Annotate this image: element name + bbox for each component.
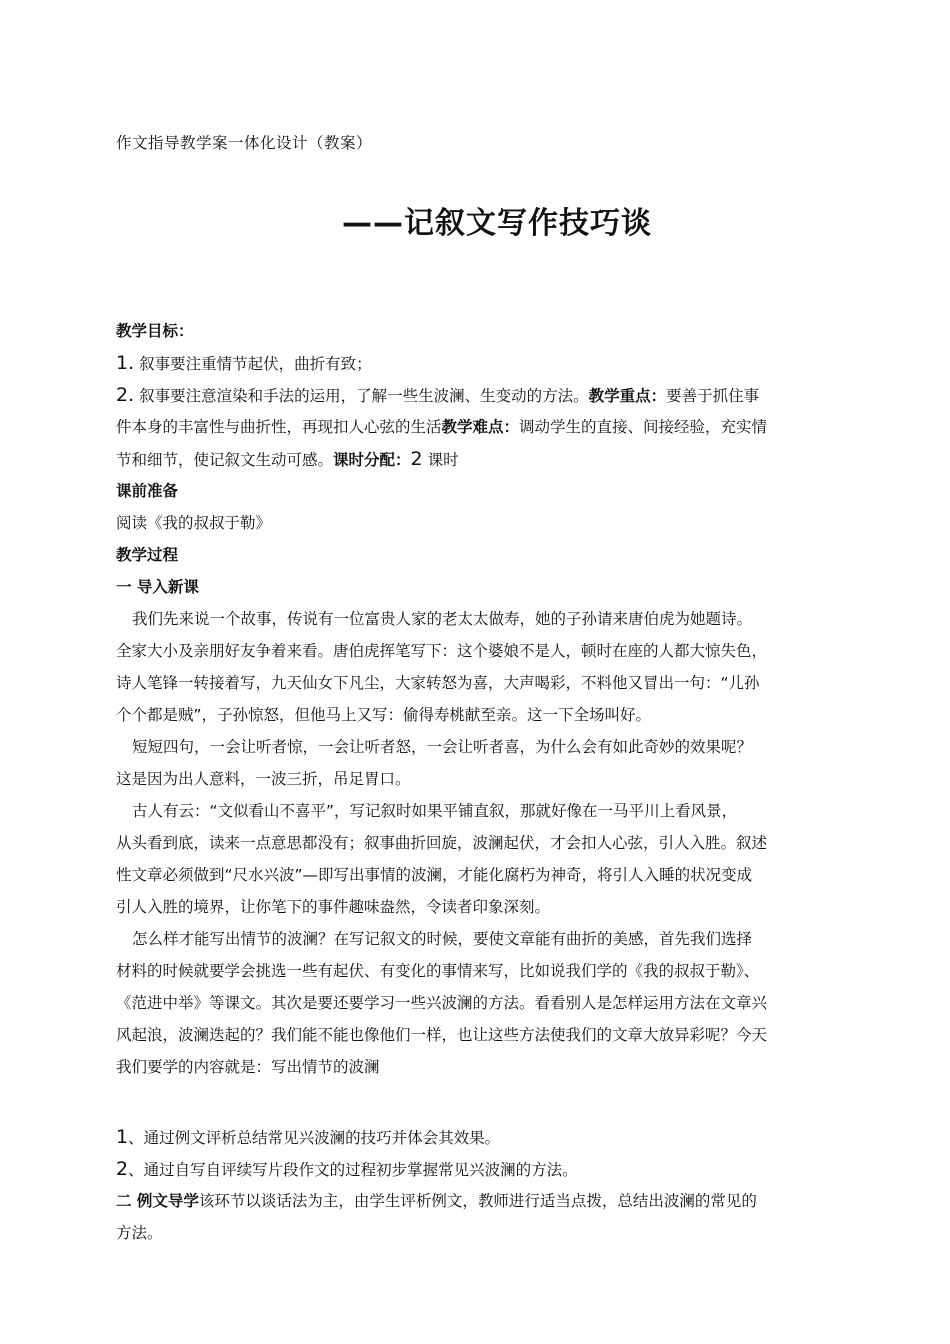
goal-1-number: 1.	[116, 352, 135, 374]
goals-heading: 教学目标：	[116, 322, 194, 340]
paragraph-3-line: 引人入胜的境界，让你笔下的事件趣味盎然，令读者印象深刻。	[116, 898, 551, 916]
paragraph-2-line: 短短四句，一会让听者惊，一会让听者怒，一会让听者喜，为什么会有如此奇妙的效果呢？	[132, 738, 753, 756]
paragraph-1-line: 我们先来说一个故事，传说有一位富贵人家的老太太做寿，她的子孙请来唐伯虎为她题诗。	[132, 610, 753, 628]
objective-1-text: 、通过例文评析总结常见兴波澜的技巧并体会其效果。	[128, 1129, 501, 1147]
part-2-line	[116, 1185, 878, 1217]
goal-2-number: 2.	[116, 384, 135, 406]
key-point-line	[116, 411, 878, 443]
paragraph-1-line: 个个都是贼”，子孙惊怒，但他马上又写：偷得寿桃献至亲。这一下全场叫好。	[116, 706, 652, 724]
part-2-text-b: 方法。	[116, 1224, 163, 1242]
part-2-text-a: 该环节以谈话法为主，由学生评析例文，教师进行适当点拨，总结出波澜的常见的	[198, 1192, 757, 1210]
difficulty-text-b: 节和细节，使记叙文生动可感。	[116, 451, 334, 469]
paragraph-3-line: 古人有云：“文似看山不喜平”，写记叙时如果平铺直叙，那就好像在一马平川上看风景，	[132, 802, 738, 820]
paragraph-1-line: 全家大小及亲朋好友争着来看。唐伯虎挥笔写下：这个婆娘不是人，顿时在座的人都大惊失色，	[116, 642, 768, 660]
paragraph-4-line: 材料的时候就要学会挑选一些有起伏、有变化的事情来写，比如说我们学的《我的叔叔于勒》、	[116, 962, 760, 980]
paragraph-2-line: 这是因为出人意料，一波三折，吊足胃口。	[116, 770, 411, 788]
objective-2-number: 2	[116, 1158, 129, 1180]
objective-2-text: 、通过自写自评续写片段作文的过程初步掌握常见兴波澜的方法。	[128, 1161, 578, 1179]
paragraph-1-line: 诗人笔锋一转接着写，九天仙女下凡尘，大家转怒为喜，大声喝彩，不料他又冒出一句：“儿孙	[116, 674, 760, 692]
part-1-heading: 一 导入新课	[116, 578, 199, 596]
spacer	[116, 1083, 878, 1121]
goal-1	[116, 347, 878, 379]
paragraph-4-line: 我们要学的内容就是：写出情节的波澜	[116, 1058, 380, 1076]
process-heading: 教学过程	[116, 546, 179, 564]
prep-heading: 课前准备	[116, 482, 179, 500]
paragraph-4-line: 《范进中举》等课文。其次是要还要学习一些兴波澜的方法。看看别人是怎样运用方法在文章兴	[116, 994, 768, 1012]
difficulty-line	[116, 443, 878, 475]
prep-text: 阅读《我的叔叔于勒》	[116, 514, 272, 532]
part-2-heading: 二 例文导学	[116, 1192, 199, 1210]
time-unit: 课时	[427, 451, 459, 469]
objective-1-number: 1	[116, 1126, 129, 1148]
difficulty-label: 教学难点：	[441, 418, 520, 436]
difficulty-text-a: 调动学生的直接、间接经验，充实情	[519, 418, 768, 436]
paragraph-4-line: 风起浪，波澜迭起的？我们能不能也像他们一样，也让这些方法使我们的文章大放异彩呢？今天	[116, 1026, 768, 1044]
time-label: 课时分配：	[333, 451, 411, 469]
key-point-text-a: 要善于抓住事	[666, 387, 760, 405]
document-header: 作文指导教学案一体化设计（教案）	[116, 134, 373, 152]
objective-2	[116, 1153, 878, 1185]
paragraph-3-line: 性文章必须做到“尺水兴波”—即写出事情的波澜，才能化腐朽为神奇，将引人入睡的状况变成	[116, 866, 753, 884]
paragraph-4-line: 怎么样才能写出情节的波澜？在写记叙文的时候，要使文章能有曲折的美感，首先我们选择	[132, 930, 753, 948]
time-number: 2	[410, 448, 423, 470]
key-point-text-b: 件本身的丰富性与曲折性，再现扣人心弦的生活	[116, 418, 442, 436]
paragraph-3-line: 从头看到底，读来一点意思都没有；叙事曲折回旋，波澜起伏，才会扣人心弦，引人入胜。叙述	[116, 834, 768, 852]
goal-1-text: 叙事要注重情节起伏，曲折有致；	[134, 355, 372, 373]
document-title: ——记叙文写作技巧谈	[342, 206, 652, 241]
goal-2	[116, 379, 878, 411]
key-point-label: 教学重点：	[588, 387, 667, 405]
objective-1	[116, 1121, 878, 1153]
document-body	[116, 315, 878, 1249]
goal-2-text: 叙事要注意渲染和手法的运用，了解一些生波澜、生变动的方法。	[134, 387, 589, 405]
